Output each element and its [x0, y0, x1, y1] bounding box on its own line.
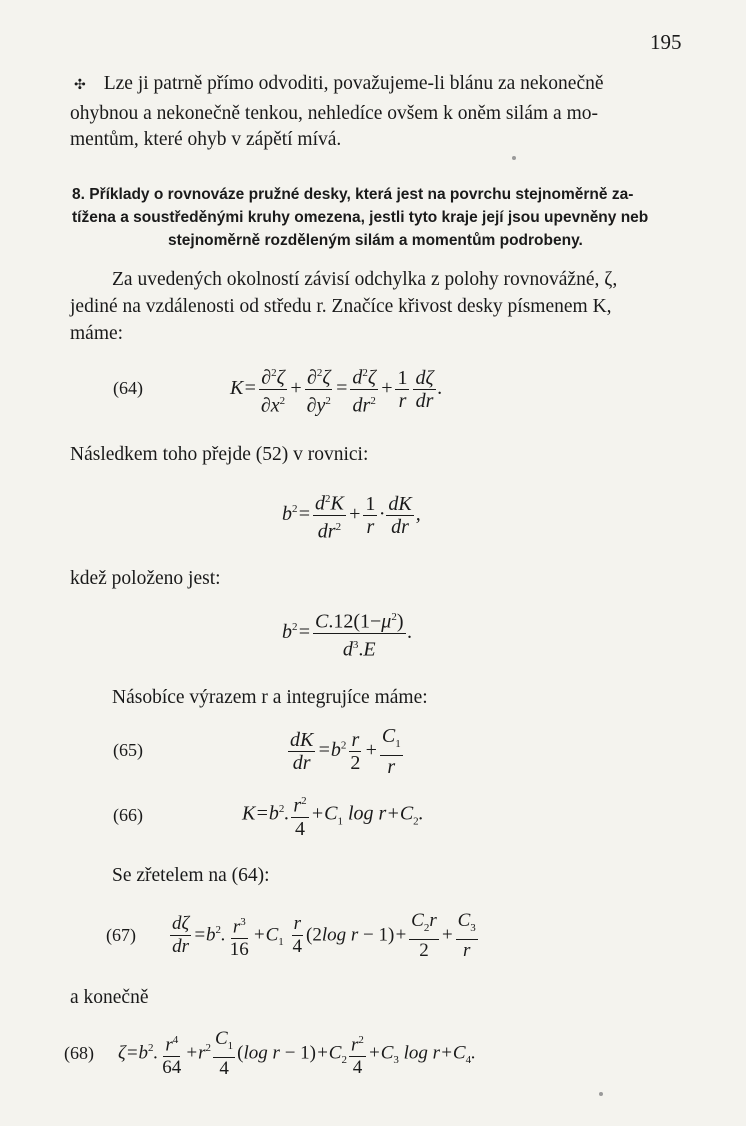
equation-66: $K=b^2$. $\frac{r^2}{4}$ $+C_1$ $\log r+C_2$.	[242, 790, 424, 840]
footnote-line-3: mentům, které ohyb v zápětí mívá.	[70, 129, 342, 150]
scan-speck	[512, 156, 516, 160]
scan-speck	[599, 1092, 603, 1096]
footnote-marker: ✣	[74, 78, 86, 93]
section-heading-line-3: stejnoměrně rozděleným silám a momentům podrobeny.	[168, 232, 583, 249]
equation-68: $\zeta=b^2$. $\frac{r^4}{64}$ $+r^2$ $\frac{C_1}{4}$ (log $r - 1)+C_2$ $\frac{r^2}{4}$ $+C_3$ $\log r+C_4$.	[118, 1028, 476, 1079]
footnote-line-2: ohybnou a nekonečně tenkou, nehledíce ovšem k oněm silám a mo-	[70, 103, 598, 124]
equation-67: $\frac{d\zeta}{dr}$ $=b^2$. $\frac{r^3}{16}$ $+C_1$ $\frac{r}{4}$ (2log r − 1)+ $\frac{C_2r}{2}$ + $\frac{C_3}{r}$	[172, 910, 476, 961]
intro-line-2: jediné na vzdálenosti od středu r. Značíce křivost desky písmenem K,	[70, 296, 612, 317]
text-nasledkem: Následkem toho přejde (52) v rovnici:	[70, 444, 369, 465]
text-konecne: a konečně	[70, 987, 149, 1008]
equation-label-67: (67)	[106, 925, 136, 945]
text-kdez: kdež položeno jest:	[70, 568, 221, 589]
equation-label-64: (64)	[113, 378, 143, 398]
section-heading-line-2: tížena a soustředěnými kruhy omezena, jestli tyto kraje její jsou upevněny neb	[72, 209, 649, 226]
text-zretelem: Se zřetelem na (64):	[112, 865, 270, 886]
page-number: 195	[650, 30, 682, 54]
footnote-line-1: ✣ Lze ji patrně přímo odvoditi, považujeme-li blánu za nekonečně	[74, 73, 604, 94]
equation-b2-curvature: $b^2=$ $\frac{d^2K}{dr^2}$ + $\frac{1}{r}$ · $\frac{dK}{dr}$ ,	[282, 488, 421, 542]
equation-b2-definition: $b^2=$ $\frac{C.12(1-\mu^2)}{d^3.E}$ .	[282, 606, 413, 660]
section-heading-line-1: 8. Příklady o rovnováze pružné desky, která jest na povrchu stejnoměrně za-	[72, 186, 634, 203]
intro-line-1: Za uvedených okolností závisí odchylka z polohy rovnovážné, ζ,	[112, 269, 618, 290]
equation-65: $\frac{dK}{dr}$ $=b^2$ $\frac{r}{2}$ + $\frac{C_1}{r}$	[290, 725, 401, 778]
text-nasobice: Násobíce výrazem r a integrujíce máme:	[112, 687, 428, 708]
equation-64: K= $\frac{\partial^2\zeta}{\partial x^2}$ + $\frac{\partial^2\zeta}{\partial y^2}$ = $\frac{d^2\zeta}{dr^2}$ + $\frac{1}{r}$ $\frac{d\zeta}{dr}$ .	[230, 362, 443, 416]
intro-line-3: máme:	[70, 323, 124, 344]
equation-label-65: (65)	[113, 740, 143, 760]
equation-label-68: (68)	[64, 1043, 94, 1063]
equation-label-66: (66)	[113, 805, 143, 825]
